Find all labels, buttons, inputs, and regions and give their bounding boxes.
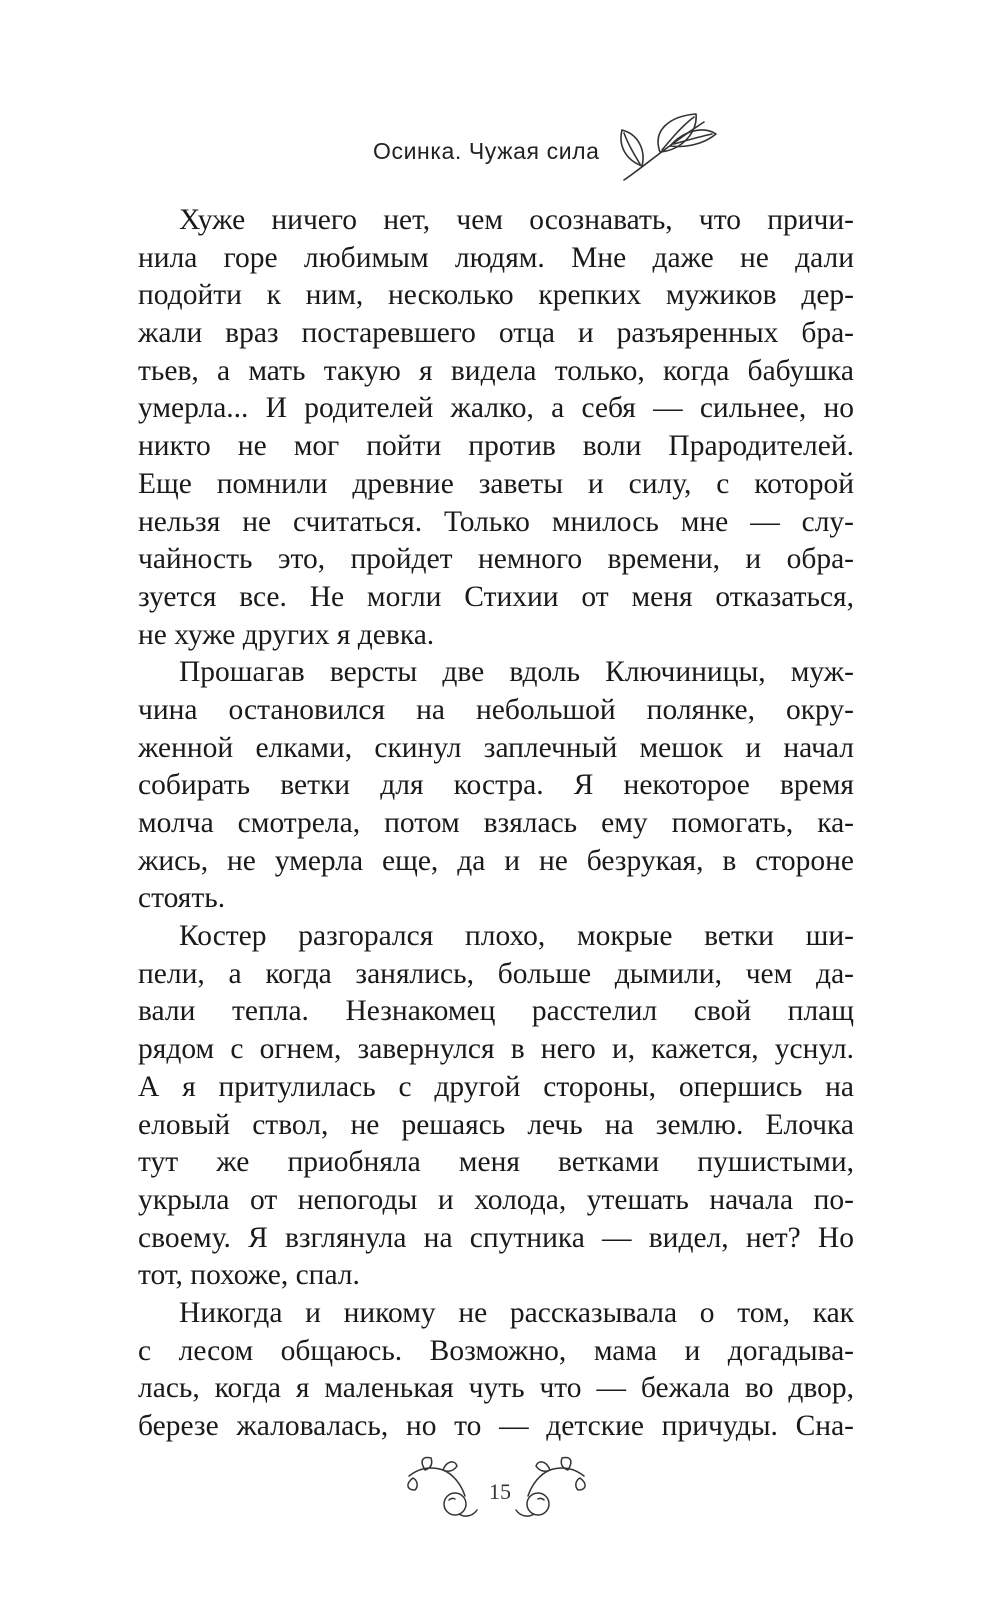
text-line: еловый ствол, не решаясь лечь на землю. Елочка xyxy=(138,1108,854,1141)
text-line: никто не мог пойти против воли Прародителей. xyxy=(138,430,854,463)
text-line: лась, когда я маленькая чуть что — бежала во двор, xyxy=(138,1372,854,1405)
text-line: нила горе любимым людям. Мне даже не дали xyxy=(138,241,854,274)
running-title: Осинка. Чужая сила xyxy=(373,138,600,164)
text-line: вали тепла. Незнакомец расстелил свой плащ xyxy=(138,995,854,1028)
text-line: чайность это, пройдет немного времени, и обра- xyxy=(138,543,854,576)
text-line: не хуже других я девка. xyxy=(138,618,435,651)
text-line: чина остановился на небольшой полянке, окру- xyxy=(138,693,854,726)
text-line: Прошагав версты две вдоль Ключиницы, муж- xyxy=(179,656,854,689)
text-line: тут же приобняла меня ветками пушистыми, xyxy=(138,1146,854,1179)
text-line: женной елками, скинул заплечный мешок и начал xyxy=(138,731,854,764)
text-line: нельзя не считаться. Только мнилось мне — слу- xyxy=(138,505,854,538)
text-line: рядом с огнем, завернулся в него и, кажется, уснул. xyxy=(138,1033,854,1066)
text-line: Хуже ничего нет, чем осознавать, что причи- xyxy=(179,204,854,236)
text-line: березе жаловалась, но то — детские причуды. Сна- xyxy=(138,1410,854,1442)
text-line: своему. Я взглянула на спутника — видел, нет? Но xyxy=(138,1221,854,1254)
page-footer xyxy=(0,1450,1000,1530)
text-line: подойти к ним, несколько крепких мужиков дер- xyxy=(138,279,854,312)
text-line: молча смотрела, потом взялась ему помогать, ка- xyxy=(138,807,854,839)
text-line: тот, похоже, спал. xyxy=(138,1259,360,1292)
text-line: Костер разгорался плохо, мокрые ветки ши- xyxy=(179,920,854,953)
text-line: пели, а когда занялись, больше дымили, чем да- xyxy=(138,957,854,990)
text-line: стоять. xyxy=(138,882,226,915)
text-line: укрыла от непогоды и холода, утешать начала по- xyxy=(138,1183,854,1216)
text-line: собирать ветки для костра. Я некоторое время xyxy=(138,769,854,802)
text-line: тьев, а мать такую я видела только, когда бабушка xyxy=(138,354,854,387)
page-number: 15 xyxy=(489,1479,511,1504)
text-line: Никогда и никому не рассказывала о том, как xyxy=(179,1296,854,1329)
text-line: зуется все. Не могли Стихии от меня отказаться, xyxy=(138,580,854,613)
body-text xyxy=(138,202,854,1446)
text-line: с лесом общаюсь. Возможно, мама и догадыва- xyxy=(138,1334,854,1367)
text-line: Еще помнили древние заветы и силу, с которой xyxy=(138,467,854,500)
berry-sprig-icon xyxy=(510,1454,590,1524)
leaf-sprig-icon xyxy=(612,108,722,188)
text-line: умерла... И родителей жалко, а себя — сильнее, но xyxy=(138,392,854,425)
text-line: жись, не умерла еще, да и не безрукая, в стороне xyxy=(138,844,854,877)
page-header xyxy=(0,108,1000,188)
text-line: А я притулилась с другой стороны, опершись на xyxy=(138,1070,854,1103)
text-line: жали враз постаревшего отца и разъяренных бра- xyxy=(138,317,854,350)
